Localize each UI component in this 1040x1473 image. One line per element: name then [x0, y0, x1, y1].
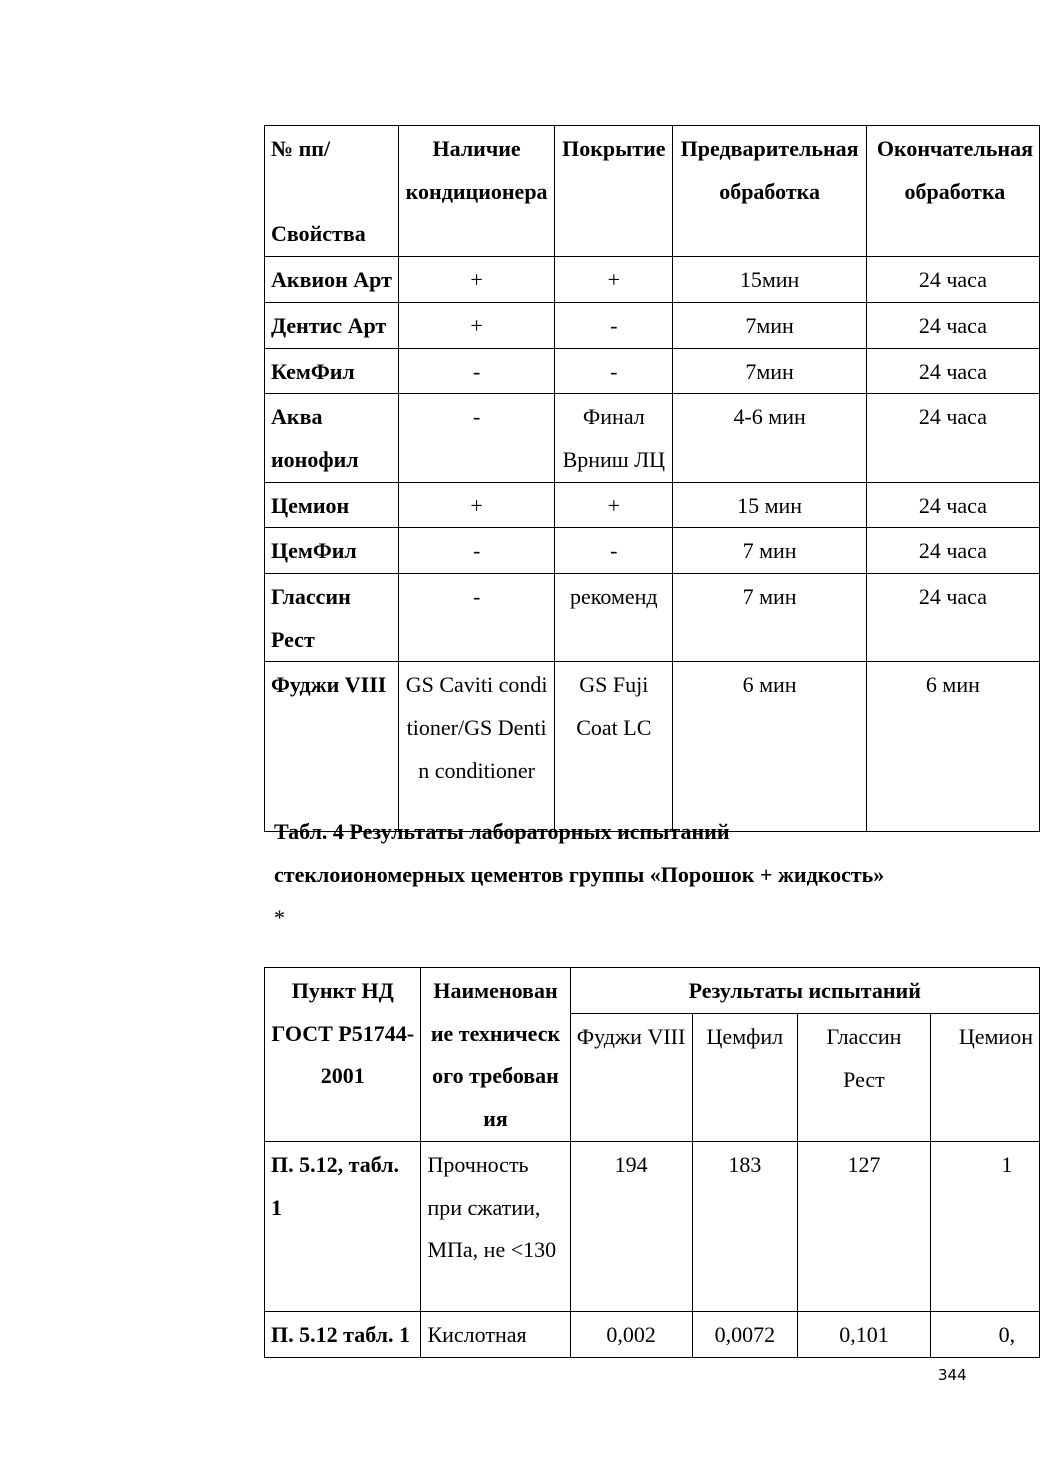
table-header-row: [265, 126, 1040, 257]
result-cell: 0,101: [798, 1311, 931, 1357]
table-header-row: [265, 968, 1040, 1014]
material-name: Фуджи VIII: [265, 662, 399, 832]
subheader-fuji: Фуджи VIII: [570, 1013, 692, 1141]
pretreatment-cell: 15мин: [673, 257, 866, 303]
gost-point-cell: П. 5.12 табл. 1: [265, 1311, 421, 1357]
pretreatment-cell: 7мин: [673, 348, 866, 394]
material-name: ЦемФил: [265, 528, 399, 574]
pretreatment-cell: 7 мин: [673, 528, 866, 574]
result-cell: 1: [930, 1141, 1039, 1311]
table-row: [265, 482, 1040, 528]
lab-results-table: [264, 967, 1040, 1358]
conditioner-cell: -: [398, 528, 554, 574]
subheader-cemfil: Цемфил: [692, 1013, 798, 1141]
material-name: КемФил: [265, 348, 399, 394]
header-final-treatment: Окончательная обработка: [866, 126, 1039, 257]
coating-cell: +: [555, 482, 673, 528]
page-number: 344: [938, 1366, 967, 1384]
final-treatment-cell: 24 часа: [866, 257, 1039, 303]
conditioner-cell: +: [398, 302, 554, 348]
conditioner-cell: -: [398, 394, 554, 482]
material-name: Аква ионофил: [265, 394, 399, 482]
result-cell: 0,002: [570, 1311, 692, 1357]
table-row: [265, 348, 1040, 394]
pretreatment-cell: 15 мин: [673, 482, 866, 528]
header-coating: Покрытие: [555, 126, 673, 257]
requirement-cell: Кислотная: [421, 1311, 570, 1357]
subheader-cemion: Цемион: [930, 1013, 1039, 1141]
table-row: [265, 662, 1040, 832]
header-properties: № пп/ Свойства: [265, 126, 399, 257]
header-conditioner: Наличие кондиционера: [398, 126, 554, 257]
header-requirement-name: Наименование технического требования: [421, 968, 570, 1142]
pretreatment-cell: 7 мин: [673, 574, 866, 662]
gost-point-cell: П. 5.12, табл. 1: [265, 1141, 421, 1311]
pretreatment-cell: 4-6 мин: [673, 394, 866, 482]
material-name: Цемион: [265, 482, 399, 528]
final-treatment-cell: 24 часа: [866, 348, 1039, 394]
result-cell: 0,: [930, 1311, 1039, 1357]
final-treatment-cell: 24 часа: [866, 482, 1039, 528]
material-name: Аквион Арт: [265, 257, 399, 303]
header-pretreatment: Предварительная обработка: [673, 126, 866, 257]
result-cell: 127: [798, 1141, 931, 1311]
caption-text: Табл. 4 Результаты лабораторных испытаний стеклоиономерных цементов группы «Порошок + жидкость»: [274, 819, 885, 887]
final-treatment-cell: 24 часа: [866, 394, 1039, 482]
coating-cell: -: [555, 528, 673, 574]
final-treatment-cell: 24 часа: [866, 528, 1039, 574]
table-row: [265, 574, 1040, 662]
conditioner-cell: +: [398, 257, 554, 303]
coating-cell: GS Fuji Coat LC: [555, 662, 673, 832]
result-cell: 0,0072: [692, 1311, 798, 1357]
result-cell: 194: [570, 1141, 692, 1311]
result-cell: 183: [692, 1141, 798, 1311]
coating-cell: +: [555, 257, 673, 303]
conditioner-cell: -: [398, 574, 554, 662]
final-treatment-cell: 6 мин: [866, 662, 1039, 832]
final-treatment-cell: 24 часа: [866, 302, 1039, 348]
conditioner-cell: +: [398, 482, 554, 528]
coating-cell: -: [555, 348, 673, 394]
requirement-cell: Прочность при сжатии, МПа, не <130: [421, 1141, 570, 1311]
conditioner-cell: GS Caviti conditioner/GS Dentin conditioner: [398, 662, 554, 832]
final-treatment-cell: 24 часа: [866, 574, 1039, 662]
table-row: [265, 1141, 1040, 1311]
header-gost-point: Пункт НД ГОСТ Р51744-2001: [265, 968, 421, 1142]
material-name: Глассин Рест: [265, 574, 399, 662]
caption-footnote-mark: *: [274, 905, 285, 930]
header-test-results: Результаты испытаний: [570, 968, 1039, 1014]
table-caption: [274, 810, 894, 939]
table-row: [265, 257, 1040, 303]
conditioner-cell: -: [398, 348, 554, 394]
table-row: [265, 394, 1040, 482]
table-row: [265, 528, 1040, 574]
coating-cell: рекоменд: [555, 574, 673, 662]
table-row: [265, 302, 1040, 348]
coating-cell: Финал Врниш ЛЦ: [555, 394, 673, 482]
coating-cell: -: [555, 302, 673, 348]
subheader-glassin: Глассин Рест: [798, 1013, 931, 1141]
table-row: [265, 1311, 1040, 1357]
properties-table: [264, 125, 1040, 832]
material-name: Дентис Арт: [265, 302, 399, 348]
pretreatment-cell: 6 мин: [673, 662, 866, 832]
pretreatment-cell: 7мин: [673, 302, 866, 348]
